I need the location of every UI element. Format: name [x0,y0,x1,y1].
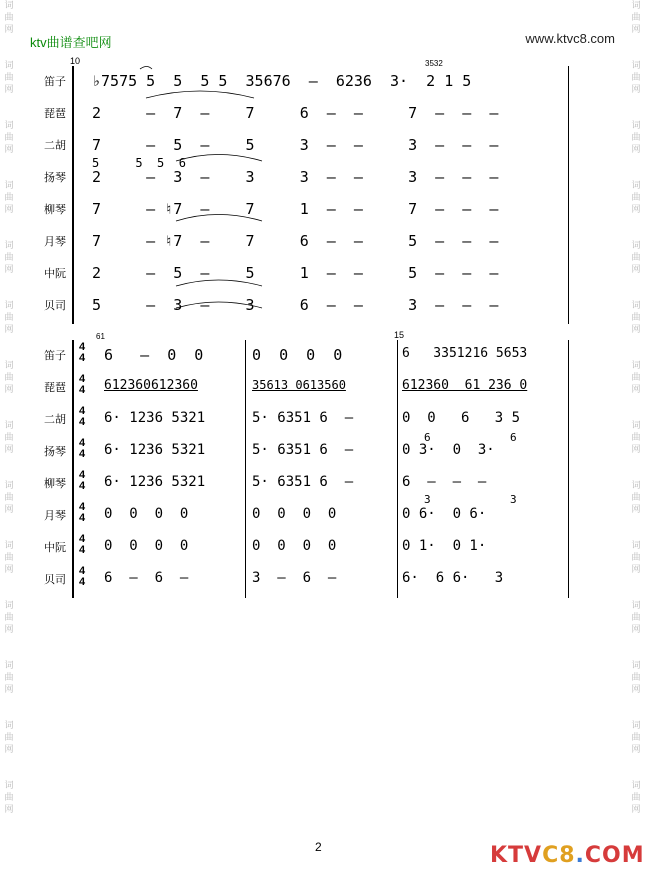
staff-row [0,342,645,368]
staff-row [0,132,645,158]
staff-row [0,228,645,254]
watermark-glyph-group: 词 曲 网 [4,121,14,155]
notation: 7 – ♮7 – 7 1 – – 7 – – – [92,200,499,218]
notation-upper: 3 [510,493,517,506]
measure-2: 0 0 0 0 [252,538,337,554]
measure-2: 35613 0613560 [252,378,346,392]
watermark-glyph-group: 词 曲 网 [4,181,14,215]
staff-row [0,406,645,432]
measure-2: 5· 6351 6 – [252,442,354,458]
instrument-label: 中阮 [44,541,66,554]
measure-2: 5· 6351 6 – [252,474,354,490]
time-signature: 4 4 [78,341,86,364]
measure-2: 5· 6351 6 – [252,410,354,426]
measure-1: 6· 1236 5321 [104,442,206,458]
notation: 7 – 5 – 5 3 – – 3 – – – [92,136,499,154]
measure-1: 6· 1236 5321 [104,410,206,426]
staff-row [0,374,645,400]
instrument-label: 月琴 [44,235,66,248]
instrument-label: 扬琴 [44,171,66,184]
score-system-2 [0,330,645,600]
page-number: 2 [315,840,322,854]
staff-row [0,292,645,318]
watermark-glyph-group: 词 曲 网 [4,361,14,395]
watermark-glyph-group: 词 曲 网 [631,601,641,635]
watermark-glyph-group: 词 曲 网 [631,781,641,815]
staff-row [0,196,645,222]
staff-row [0,534,645,560]
watermark-glyph-group: 词 曲 网 [631,541,641,575]
measure-1: 0 0 0 0 [104,506,189,522]
instrument-label: 贝司 [44,573,66,586]
measure-1: 0 0 0 0 [104,538,189,554]
time-signature: 4 4 [78,533,86,556]
instrument-label: 柳琴 [44,477,66,490]
instrument-label: 中阮 [44,267,66,280]
measure-3: 0 6· 0 6· [402,506,487,522]
measure-1: 6· 1236 5321 [104,474,206,490]
measure-3: 612360 61 236 0 [402,378,528,393]
watermark-glyph-group: 词 曲 网 [631,241,641,275]
staff-row [0,566,645,592]
measure-3: 0 0 6 3 5 [402,410,521,426]
measure-3: 6 – – – [402,474,487,490]
watermark-glyph-group: 词 曲 网 [4,541,14,575]
instrument-label: 柳琴 [44,203,66,216]
watermark-glyph-group: 词 曲 网 [631,721,641,755]
notation: ♭7575 5 5 5 5 35676 – 6236 3· 2 1 5 [92,72,472,90]
site-url: www.ktvc8.com [525,31,615,46]
staff-row [0,68,645,94]
measure-2: 0 0 0 0 [252,346,343,364]
notation: 7 – ♮7 – 7 6 – – 5 – – – [92,232,499,250]
watermark-glyph-group: 词 曲 网 [631,181,641,215]
staff-row [0,470,645,496]
measure-3: 6· 6 6· 3 [402,570,504,586]
watermark-glyph-group: 词 曲 网 [631,361,641,395]
staff-row [0,100,645,126]
watermark-glyph-group: 词 曲 网 [4,721,14,755]
instrument-label: 笛子 [44,349,66,362]
measure-number: 15 [394,330,405,340]
measure-1: 612360612360 [104,378,198,393]
time-signature: 4 4 [78,501,86,524]
notation-upper: 6 [510,431,517,444]
watermark-glyph-group: 词 曲 网 [4,601,14,635]
watermark-glyph-group: 词 曲 网 [631,121,641,155]
instrument-label: 二胡 [44,413,66,426]
measure-3: 0 1· 0 1· [402,538,487,554]
instrument-label: 琵琶 [44,381,66,394]
instrument-label: 二胡 [44,139,66,152]
staff-row [0,156,645,190]
site-logo: KTVC8.COM [490,843,645,868]
notation: 2 – 5 – 5 1 – – 5 – – – [92,264,499,282]
watermark-glyph-group: 词 曲 网 [631,421,641,455]
instrument-label: 琵琶 [44,107,66,120]
watermark-glyph-group: 词 曲 网 [4,481,14,515]
time-signature: 4 4 [78,373,86,396]
time-signature: 4 4 [78,405,86,428]
time-signature: 4 4 [78,469,86,492]
watermark-glyph-group: 词 曲 网 [631,661,641,695]
instrument-label: 扬琴 [44,445,66,458]
watermark-glyph-group: 词 曲 网 [4,781,14,815]
measure-2: 0 0 0 0 [252,506,337,522]
time-signature: 4 4 [78,437,86,460]
watermark-glyph-group: 词 曲 网 [4,661,14,695]
notation-upper: 5 5 5 6 [92,156,186,170]
watermark-glyph-group: 词 曲 网 [631,481,641,515]
notation: 2 – 3 – 3 3 – – 3 – – – [92,168,499,186]
measure-2: 3 – 6 – [252,570,337,586]
ornament-label: 3532 [425,59,443,68]
watermark-glyph-group: 词 曲 网 [631,301,641,335]
score-system-1 [0,56,645,326]
notation-upper: 6 [424,431,431,444]
watermark-glyph-group: 词 曲 网 [631,1,641,35]
notation: 5 – 3 – 3 6 – – 3 – – – [92,296,499,314]
instrument-label: 贝司 [44,299,66,312]
measure-number: 10 [70,56,81,66]
staff-row [0,260,645,286]
measure-1: 6 – 6 – [104,570,189,586]
watermark-glyph-group: 词 曲 网 [4,421,14,455]
notation: 2 – 7 – 7 6 – – 7 – – – [92,104,499,122]
watermark-glyph-group: 词 曲 网 [631,61,641,95]
ornament-label: 61 [96,332,105,341]
measure-3: 0 3· 0 3· [402,442,495,458]
instrument-label: 月琴 [44,509,66,522]
instrument-label: 笛子 [44,75,66,88]
measure-1: 6 – 0 0 [104,346,204,364]
watermark-glyph-group: 词 曲 网 [4,61,14,95]
notation-upper: 3 [424,493,431,506]
time-signature: 4 4 [78,565,86,588]
watermark-glyph-group: 词 曲 网 [4,1,14,35]
watermark-glyph-group: 词 曲 网 [4,241,14,275]
staff-row [0,431,645,464]
site-name: ktv曲谱查吧网 [30,35,112,50]
watermark-glyph-group: 词 曲 网 [4,301,14,335]
measure-3: 6 3351216 5653 [402,346,528,361]
